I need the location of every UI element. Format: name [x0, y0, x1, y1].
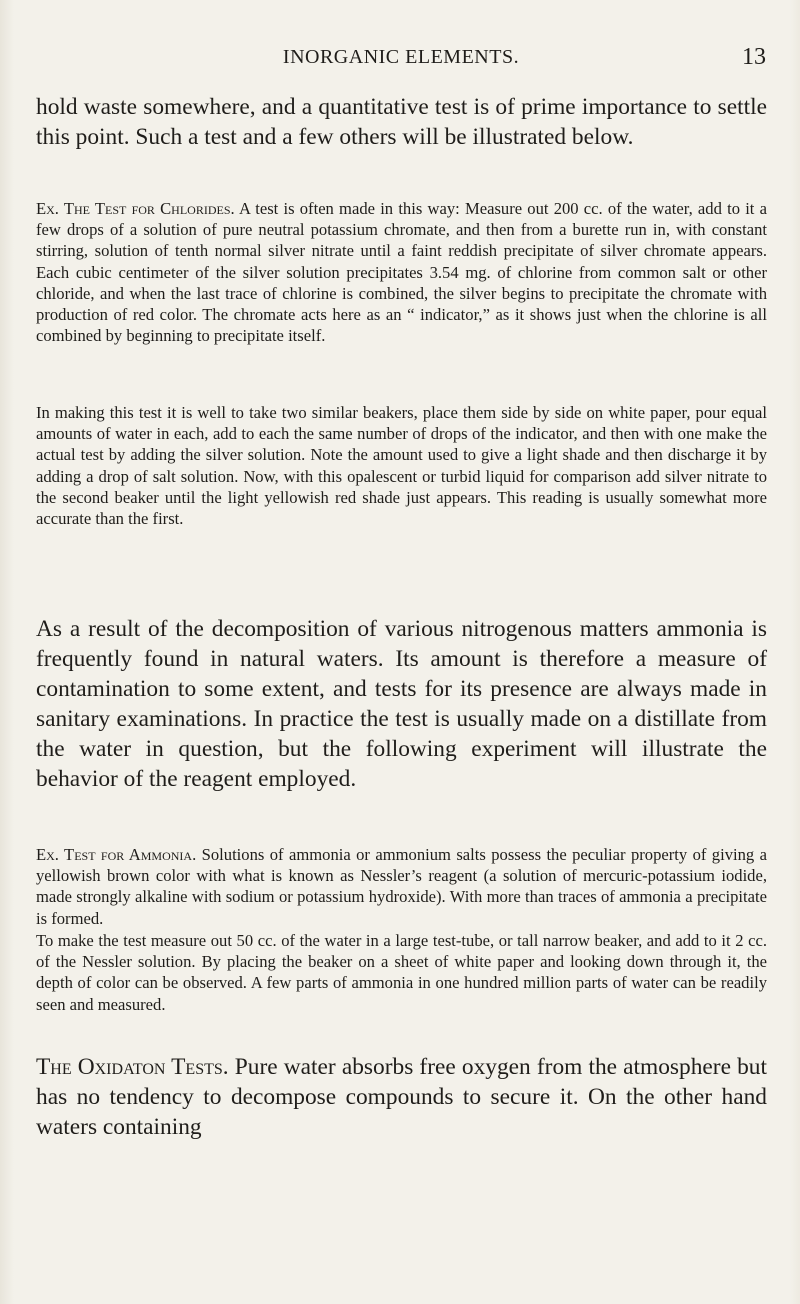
paragraph-intro [36, 92, 767, 152]
running-title: INORGANIC ELEMENTS. [282, 46, 520, 68]
chloride-test-text: A test is often made in this way: Measure out 200 cc. of the water, add to it a few drops of a solution of pure neutral potassium chromate, and then from a burette run in, with constant stirring, solution of tenth normal silver nitrate until a faint reddish precipitate of silver chromate appears. Each cubic centimeter of the silver solution precipitates 3.54 mg. of chlorine from common salt or other chloride, and when the last trace of chlorine is combined, the silver begins to precipitate the chromate with production of red color. The chromate acts here as an “ indicator,” as it shows just when the chlorine is all combined by beginning to precipitate itself. [36, 199, 767, 346]
beaker-method-text: In making this test it is well to take two similar beakers, place them side by side on white paper, pour equal amounts of water in each, add to each the same number of drops of the indicator, and then with one make the actual test by adding the silver solution. Note the amount used to give a light shade and then discharge it by adding a drop of salt solution. Now, with this opalescent or turbid liquid for comparison add silver nitrate to the second beaker until the light yellowish red shade just appears. This reading is usually somewhat more accurate than the first. [36, 403, 767, 529]
running-head [36, 44, 766, 74]
oxidation-tests-text: Pure water absorbs free oxygen from the atmosphere but has no tendency to decompose compounds to secure it. On the other hand waters containing [36, 1054, 767, 1140]
paragraph-oxidation-tests [36, 1052, 767, 1142]
paragraph-beaker-method [36, 402, 767, 529]
paragraph-ammonia-test [36, 844, 767, 929]
ammonia-test-heading: Ex. Test for Ammonia. [36, 845, 197, 864]
page-number: 13 [742, 44, 766, 70]
ammonia-intro-text: As a result of the decomposition of various nitrogenous matters ammonia is frequently found in natural waters. Its amount is therefore a measure of contamination to some extent, and tests for its presence are always made in sanitary examinations. In practice the test is usually made on a distillate from the water in question, but the following experiment will illustrate the behavior of the reagent employed. [36, 616, 767, 792]
paragraph-chloride-test [36, 198, 767, 346]
ammonia-method-text: To make the test measure out 50 cc. of the water in a large test-tube, or tall narrow beaker, and add to it 2 cc. of the Nessler solution. By placing the beaker on a sheet of white paper and looking down through it, the depth of color can be observed. A few parts of ammonia in one hundred million parts of water can be readily seen and measured. [36, 931, 767, 1014]
paragraph-intro-text: hold waste somewhere, and a quantitative test is of prime importance to settle this point. Such a test and a few others will be illustrated below. [36, 94, 767, 150]
paragraph-ammonia-method [36, 930, 767, 1015]
oxidation-tests-heading: The Oxidaton Tests. [36, 1054, 229, 1080]
chloride-test-heading: Ex. The Test for Chlorides. [36, 199, 235, 218]
ammonia-test-text: Solutions of ammonia or ammonium salts possess the peculiar property of giving a yellowish brown color with what is known as Nessler’s reagent (a solution of mercuric-potassium iodide, made strongly alkaline with sodium or potassium hydroxide). With more than traces of ammonia a precipitate is formed. [36, 845, 767, 928]
paragraph-ammonia-intro [36, 614, 767, 794]
